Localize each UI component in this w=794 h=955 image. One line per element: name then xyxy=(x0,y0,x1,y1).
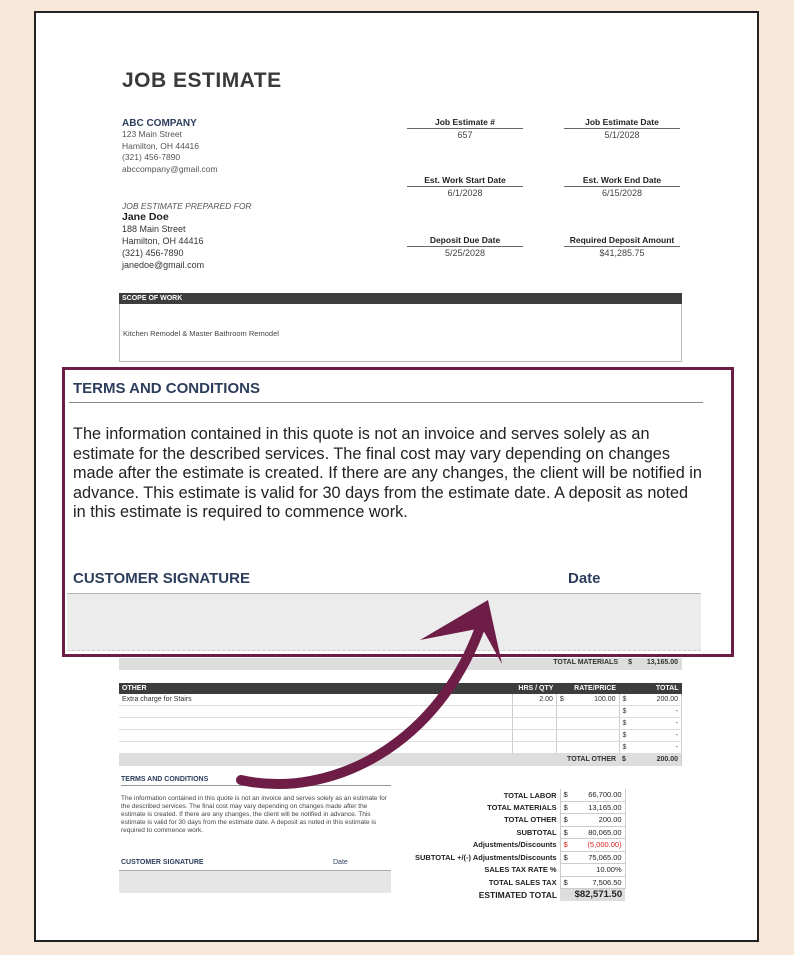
signature-small-label: CUSTOMER SIGNATURE xyxy=(121,859,204,866)
summary-value: 7,506.50 xyxy=(577,876,626,889)
summary-label: TOTAL OTHER xyxy=(504,815,557,825)
callout-date-label: Date xyxy=(568,570,601,587)
other-header-qty: HRS / QTY xyxy=(512,683,556,694)
estimated-total-label: ESTIMATED TOTAL xyxy=(478,889,558,900)
row-currency: $ xyxy=(619,742,635,754)
other-header-desc: OTHER xyxy=(119,683,512,694)
summary-label: TOTAL SALES TAX xyxy=(488,877,557,887)
row-total: - xyxy=(635,706,681,718)
callout-terms-text: The information contained in this quote is not an invoice and serves solely as an estimate for the described services. The final cost may vary depending on changes made after the estimate is created. If there are any changes, the client will be notified in advance. This estimate is valid for 30 days from the estimate date. A deposit as noted in this estimate is required to commence work. xyxy=(73,425,702,521)
row-currency: $ xyxy=(619,706,635,718)
row-total: - xyxy=(635,742,681,754)
summary-currency: $ xyxy=(560,826,577,839)
page-title: JOB ESTIMATE xyxy=(122,69,282,92)
client-phone: (321) 456-7890 xyxy=(122,248,184,258)
other-header-total: TOTAL xyxy=(619,683,681,694)
field-value: 6/15/2028 xyxy=(601,188,643,198)
field-value: 5/1/2028 xyxy=(604,130,640,140)
summary-value: 75,065.00 xyxy=(577,851,626,864)
row-desc[interactable]: Extra charge for Stairs xyxy=(119,694,512,706)
terms-small-text: The information contained in this quote is not an invoice and serves solely as an estimate for the described services. The final cost may vary depending on changes made after the estimate is created. If there are any changes, the client will be notified in advance. This estimate is valid for 30 days from the estimate date. A deposit as noted in this estimate is required to commence work. xyxy=(121,795,387,834)
row-rate-currency: $ xyxy=(556,694,572,706)
materials-total-value: 13,165.00 xyxy=(646,659,678,666)
materials-total-label: TOTAL MATERIALS xyxy=(553,659,618,666)
field-value: $41,285.75 xyxy=(599,248,645,258)
field-label: Deposit Due Date xyxy=(407,235,523,247)
summary-value[interactable]: (5,000.00) xyxy=(577,839,626,852)
field-value: 657 xyxy=(457,130,473,140)
materials-total-currency: $ xyxy=(628,659,632,666)
row-currency: $ xyxy=(619,694,635,706)
other-total-currency: $ xyxy=(619,754,635,766)
summary-value: 13,165.00 xyxy=(577,801,626,814)
callout-terms-title: TERMS AND CONDITIONS xyxy=(73,380,260,397)
summary-currency: $ xyxy=(560,876,577,889)
field-label: Job Estimate # xyxy=(407,117,523,129)
row-total: - xyxy=(635,730,681,742)
client-street: 188 Main Street xyxy=(122,224,186,234)
company-city: Hamilton, OH 44416 xyxy=(122,140,200,151)
field-label: Est. Work Start Date xyxy=(407,175,523,187)
summary-value: 66,700.00 xyxy=(577,789,626,801)
row-currency: $ xyxy=(619,718,635,730)
summary-label: TOTAL MATERIALS xyxy=(487,802,557,812)
summary-label: Adjustments/Discounts xyxy=(472,840,557,850)
company-street: 123 Main Street xyxy=(122,129,183,139)
field-value: 5/25/2028 xyxy=(444,248,486,258)
terms-small-title: TERMS AND CONDITIONS xyxy=(121,776,391,786)
summary-value[interactable]: 10.00% xyxy=(577,864,626,877)
field-value: 6/1/2028 xyxy=(447,188,483,198)
date-small-label: Date xyxy=(333,859,348,866)
row-total: 200.00 xyxy=(635,694,681,706)
scope-text: Kitchen Remodel & Master Bathroom Remodel xyxy=(119,304,682,362)
summary-currency: $ xyxy=(560,851,577,864)
summary-label: SUBTOTAL +/(-) Adjustments/Discounts xyxy=(415,852,557,862)
estimated-total-value: $82,571.50 xyxy=(560,889,625,901)
summary-label: TOTAL LABOR xyxy=(503,790,557,800)
client-email: janedoe@gmail.com xyxy=(122,260,205,270)
prepared-for-label: JOB ESTIMATE PREPARED FOR xyxy=(122,201,252,211)
other-header-rate: RATE/PRICE xyxy=(556,683,619,694)
scope-header: SCOPE OF WORK xyxy=(119,293,682,304)
client-city: Hamilton, OH 44416 xyxy=(122,236,204,246)
summary-value: 80,065.00 xyxy=(577,826,626,839)
client-name: Jane Doe xyxy=(122,211,169,223)
summary-currency: $ xyxy=(560,839,577,852)
field-label: Est. Work End Date xyxy=(564,175,680,187)
field-label: Required Deposit Amount xyxy=(564,235,680,247)
company-phone: (321) 456-7890 xyxy=(122,152,181,162)
summary-currency: $ xyxy=(560,789,577,801)
other-total-value: 200.00 xyxy=(635,754,681,766)
other-total-label: TOTAL OTHER xyxy=(119,754,619,766)
company-name: ABC COMPANY xyxy=(122,118,197,129)
field-label: Job Estimate Date xyxy=(564,117,680,129)
row-currency: $ xyxy=(619,730,635,742)
summary-currency: $ xyxy=(560,801,577,814)
summary-currency: $ xyxy=(560,814,577,827)
row-total: - xyxy=(635,718,681,730)
company-email: abccompany@gmail.com xyxy=(122,163,218,174)
row-qty[interactable]: 2.00 xyxy=(512,694,556,706)
callout-signature-label: CUSTOMER SIGNATURE xyxy=(73,570,250,587)
summary-value: 200.00 xyxy=(577,814,626,827)
row-rate[interactable]: 100.00 xyxy=(573,694,619,706)
summary-label: SALES TAX RATE % xyxy=(484,865,557,875)
summary-label: SUBTOTAL xyxy=(516,827,557,837)
